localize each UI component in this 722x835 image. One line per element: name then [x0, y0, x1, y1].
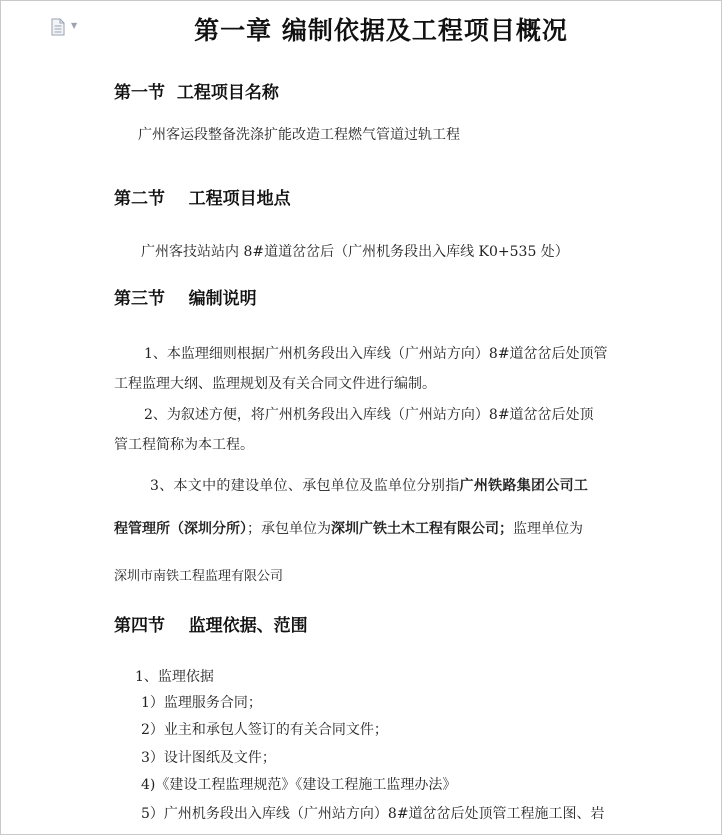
- notes-para-2-line-2: 管工程简称为本工程。: [114, 437, 254, 453]
- project-location-text: 广州客技站站内 8#道道岔岔后（广州机务段出入库线 K0+535 处）: [141, 244, 569, 260]
- project-name-text: 广州客运段整备洗涤扩能改造工程燃气管道过轨工程: [138, 127, 460, 143]
- section-title-basis-scope: 第四节 监理依据、范围: [114, 616, 308, 636]
- section-title-compilation-notes: 第三节 编制说明: [114, 289, 257, 309]
- notes-para-1-line-2: 工程监理大纲、监理规划及有关合同文件进行编制。: [114, 376, 436, 392]
- notes-para-1-line-1: 1、本监理细则根据广州机务段出入库线（广州站方向）8#道岔岔后处顶管: [144, 346, 608, 362]
- notes-para-2-line-1: 2、为叙述方便，将广州机务段出入库线（广州站方向）8#道岔岔后处顶: [144, 407, 594, 423]
- section-title-project-location: 第二节 工程项目地点: [114, 189, 291, 209]
- notes-para-3-line-2: [114, 518, 583, 538]
- basis-subheading: 1、监理依据: [135, 669, 214, 685]
- supervisor-name: 深圳市南铁工程监理有限公司: [114, 569, 284, 584]
- basis-item-2: 2）业主和承包人签订的有关合同文件；: [141, 722, 388, 738]
- notes-para-3-text-a: 3、本文中的建设单位、承包单位及监单位分别指: [150, 478, 460, 494]
- notes-para-3-text-f: 监理单位为: [513, 521, 583, 537]
- basis-item-3: 3）设计图纸及文件；: [141, 750, 276, 766]
- basis-item-1: 1）监理服务合同；: [141, 695, 262, 711]
- notes-para-3-line-1: [150, 475, 588, 495]
- construction-unit-name-part-1: 广州铁路集团公司工: [459, 478, 589, 494]
- section-title-project-name: 第一节 工程项目名称: [114, 83, 279, 103]
- chevron-down-icon[interactable]: ▼: [71, 21, 78, 30]
- construction-unit-name-part-2: 程管理所（深圳分所）: [114, 521, 247, 537]
- basis-item-5: 5）广州机务段出入库线（广州站方向）8#道岔岔后处顶管工程施工图、岩: [141, 806, 605, 822]
- contractor-name: 深圳广铁土木工程有限公司；: [331, 521, 513, 537]
- basis-item-4: 4)《建设工程监理规范》《建设工程施工监理办法》: [141, 777, 457, 793]
- chapter-title: 第一章 编制依据及工程项目概况: [194, 16, 568, 45]
- notes-para-3-text-d: ；承包单位为: [247, 521, 331, 537]
